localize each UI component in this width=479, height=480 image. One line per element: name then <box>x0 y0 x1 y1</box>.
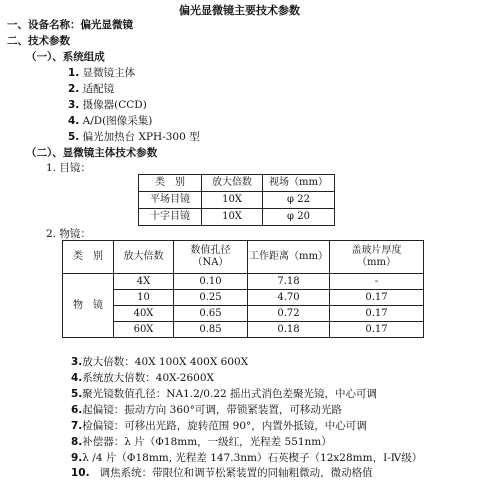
table-cell: 0.17 <box>330 306 424 322</box>
table-header-cell: 放大倍数 <box>202 175 263 192</box>
list-item-number: 1. <box>68 67 80 79</box>
eyepiece-label: 1. 目镜： <box>46 162 91 174</box>
table-cell: 0.10 <box>174 274 248 290</box>
list-item-text: A/D(图像采集) <box>82 115 153 127</box>
table-cell: 0.65 <box>174 306 248 322</box>
list-item-text: 偏光加热台 XPH-300 型 <box>82 131 200 143</box>
list-item-text: 摄像器(CCD) <box>82 99 147 111</box>
table-cell: φ 20 <box>263 209 335 226</box>
table-cell: 0.72 <box>248 306 330 322</box>
list-item-text: 显微镜主体 <box>82 67 136 79</box>
table-cell: 0.25 <box>174 290 248 306</box>
table-row <box>63 322 424 338</box>
table-cell: 4X <box>114 274 174 290</box>
objective-table <box>62 240 424 338</box>
section-device-name <box>7 19 133 32</box>
table-cell: 10 <box>114 290 174 306</box>
spec-text: 系统放大倍数：40X-2600X <box>82 372 215 384</box>
table-cell: 0.85 <box>174 322 248 338</box>
spec-item <box>71 404 342 417</box>
spec-text: 聚光镜数值孔径：NA1.2/0.22 摇出式消色差聚光镜，中心可调 <box>82 388 378 400</box>
spec-text: 放大倍数：40X 100X 400X 600X <box>82 356 249 368</box>
list-item <box>68 131 200 144</box>
spec-item <box>71 436 332 449</box>
table-header-cell: 工作距离（mm） <box>248 241 330 274</box>
table-cell: 40X <box>114 306 174 322</box>
list-item-number: 2. <box>68 83 80 95</box>
list-item <box>68 115 152 128</box>
table-cell: - <box>330 274 424 290</box>
spec-item <box>71 420 367 433</box>
table-row <box>63 306 424 322</box>
spec-number: 5. <box>71 388 83 400</box>
spec-number: 7. <box>71 420 83 432</box>
list-item-number: 3. <box>68 99 80 111</box>
spec-text: 调焦系统：带限位和调节松紧装置的同轴粗微动，微动格值 <box>99 467 373 479</box>
spec-item <box>71 452 422 465</box>
table-header-cell: 类 别 <box>63 241 114 274</box>
spec-number: 6. <box>71 404 83 416</box>
objective-label: 2. 物镜： <box>46 228 91 240</box>
table-cell-category: 物 镜 <box>63 274 114 338</box>
spec-text: 补偿器：λ 片（Φ18mm，一级红，光程差 551nm） <box>82 436 332 448</box>
spec-text: λ /4 片（Φ18mm, 光程差 147.3nm）石英楔子（12x28mm，Ⅰ-Ⅳ级） <box>82 452 423 464</box>
table-cell: 0.18 <box>248 322 330 338</box>
table-row <box>139 209 335 226</box>
table-header-cell: 盖玻片厚度 （mm） <box>330 241 424 274</box>
spec-number: 3. <box>71 356 83 368</box>
list-item <box>68 67 135 80</box>
list-item <box>68 99 147 112</box>
table-header-cell: 放大倍数 <box>114 241 174 274</box>
spec-number: 8. <box>71 436 83 448</box>
table-cell: 平场目镜 <box>139 192 202 209</box>
spec-text: 起偏镜：振动方向 360°可调，带锁紧装置，可移动光路 <box>82 404 342 416</box>
list-item <box>68 83 114 96</box>
section-tech-params: 二、技术参数 <box>7 35 70 47</box>
table-cell: 60X <box>114 322 174 338</box>
sub-heading-system-composition: （一）、系统组成 <box>26 51 105 63</box>
table-row <box>139 192 335 209</box>
sub-heading-microscope-params: （二）、显微镜主体技术参数 <box>26 147 158 159</box>
page-title: 偏光显微镜主要技术参数 <box>179 4 300 17</box>
spec-item <box>71 356 248 369</box>
spec-text: 检偏镜：可移出光路，旋转范围 90°，内置外抵镜，中心可调 <box>82 420 367 432</box>
table-header-cell: 数值孔径 （NA） <box>174 241 248 274</box>
table-row <box>63 274 424 290</box>
eyepiece-table <box>138 174 335 226</box>
spec-number: 4. <box>71 372 83 384</box>
list-item-number: 4. <box>68 115 80 127</box>
table-cell: φ 22 <box>263 192 335 209</box>
table-cell: 0.17 <box>330 322 424 338</box>
device-name-value: 偏光显微镜 <box>80 19 133 31</box>
table-cell: 7.18 <box>248 274 330 290</box>
spec-item <box>71 372 214 385</box>
list-item-text: 适配镜 <box>82 83 115 95</box>
spec-item <box>71 467 373 480</box>
table-header-cell: 视场（mm） <box>263 175 335 192</box>
table-cell: 0.17 <box>330 290 424 306</box>
spec-item <box>71 388 377 401</box>
table-cell: 4.70 <box>248 290 330 306</box>
table-header-cell: 类 别 <box>139 175 202 192</box>
table-row <box>63 290 424 306</box>
device-name-label: 一、设备名称： <box>7 19 81 31</box>
table-cell: 10X <box>202 192 263 209</box>
spec-number: 9. <box>71 452 83 464</box>
table-cell: 十字目镜 <box>139 209 202 226</box>
list-item-number: 5. <box>68 131 80 143</box>
spec-number: 10. <box>71 467 90 479</box>
table-cell: 10X <box>202 209 263 226</box>
